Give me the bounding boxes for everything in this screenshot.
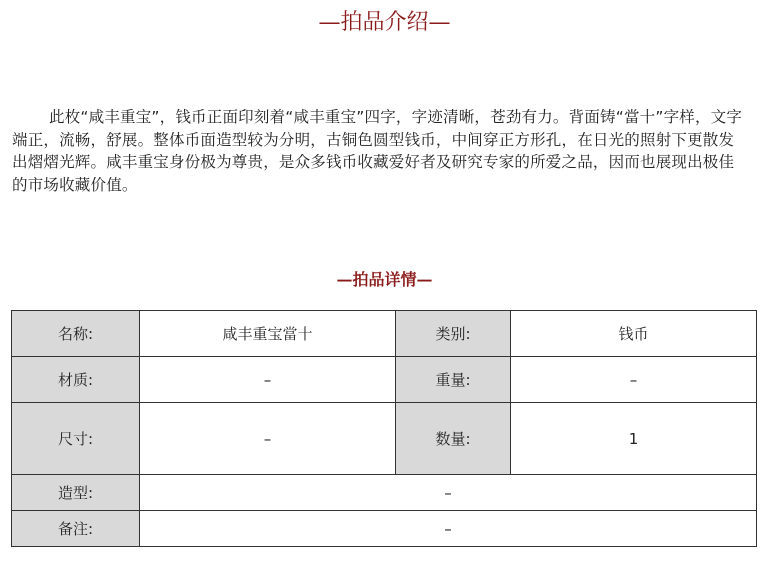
name-value: 咸丰重宝當十: [140, 311, 396, 357]
category-label: 类别:: [396, 311, 511, 357]
size-value: –: [140, 403, 396, 475]
shape-label: 造型:: [12, 475, 140, 511]
weight-value: –: [511, 357, 757, 403]
weight-label: 重量:: [396, 357, 511, 403]
name-label: 名称:: [12, 311, 140, 357]
details-table: [11, 310, 757, 547]
table-row: [12, 357, 757, 403]
material-value: –: [140, 357, 396, 403]
category-value: 钱币: [511, 311, 757, 357]
intro-paragraph: 此枚“咸丰重宝”，钱币正面印刻着“咸丰重宝”四字，字迹清晰，苍劲有力。背面铸“當十”字样，文字端正，流畅，舒展。整体币面造型较为分明，古铜色圆型钱币，中间穿正方形孔，在日光的照射下更散发出熠熠光辉。咸丰重宝身份极为尊贵，是众多钱币收藏爱好者及研究专家的所爱之品，因而也展现出极佳的市场收藏价值。: [12, 108, 743, 194]
intro-heading: —拍品介绍—: [318, 10, 451, 35]
material-label: 材质:: [12, 357, 140, 403]
remarks-label: 备注:: [12, 511, 140, 547]
table-row: [12, 403, 757, 475]
table-row: [12, 311, 757, 357]
size-label: 尺寸:: [12, 403, 140, 475]
details-heading: —拍品详情—: [336, 270, 433, 289]
remarks-value: –: [140, 511, 757, 547]
quantity-value: 1: [511, 403, 757, 475]
shape-value: –: [140, 475, 757, 511]
quantity-label: 数量:: [396, 403, 511, 475]
table-row: [12, 475, 757, 511]
table-row: [12, 511, 757, 547]
